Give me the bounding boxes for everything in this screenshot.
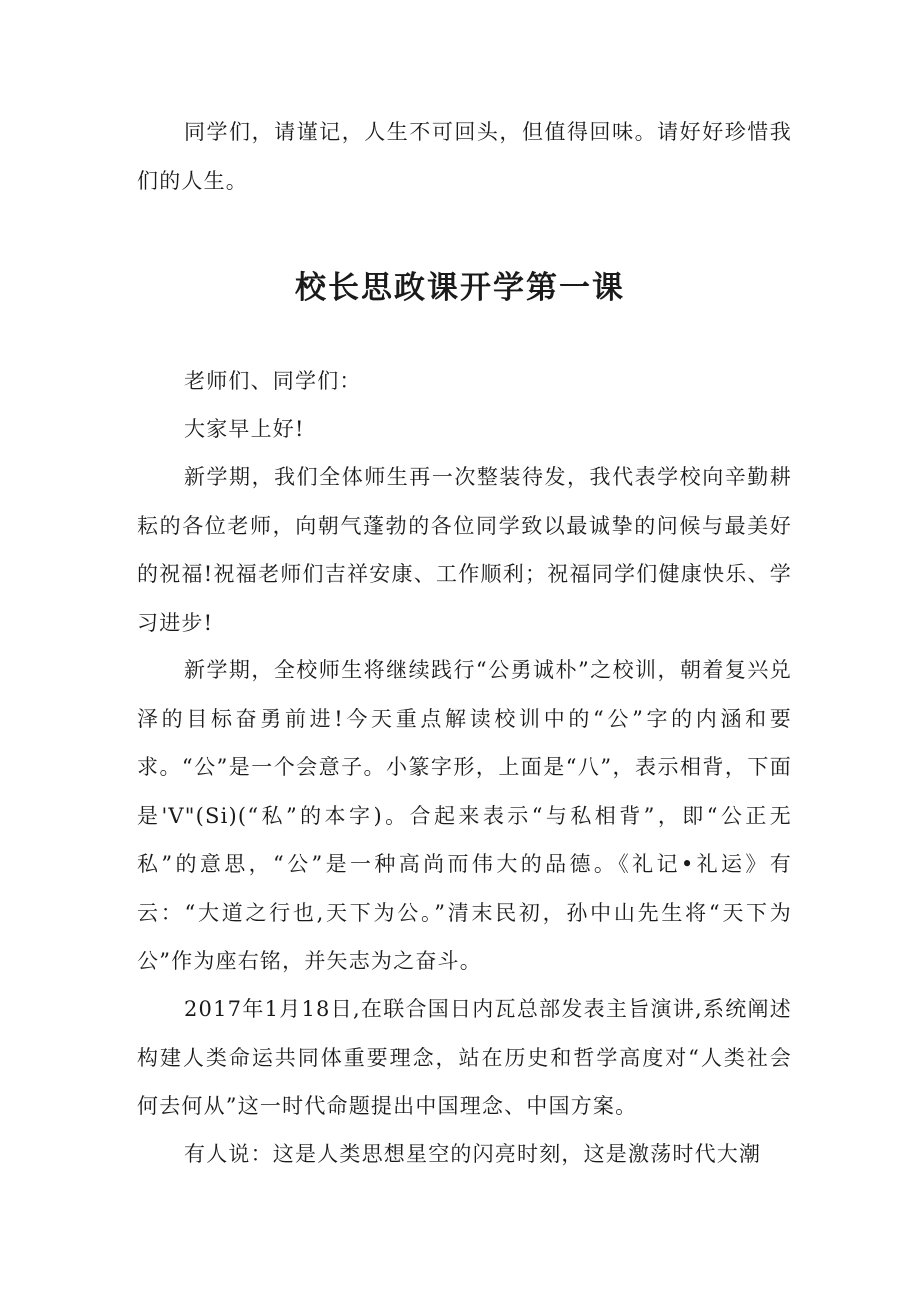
greeting: 大家早上好! — [184, 417, 305, 441]
intro-paragraph: 同学们，请谨记，人生不可回头，但值得回味。请好好珍惜我们的人生。 — [137, 120, 792, 193]
page-title: 校长思政课开学第一课 — [295, 270, 625, 306]
body-paragraph-4: 有人说：这是人类思想星空的闪亮时刻，这是激荡时代大潮 — [184, 1142, 762, 1166]
salutation: 老师们、同学们： — [184, 369, 362, 393]
body-paragraph-2: 新学期，全校师生将继续践行“公勇诚朴”之校训，朝着复兴兑泽的目标奋勇前进!今天重点解读校训中的“公”字的内涵和要求。“公”是一个会意子。小篆字形，上面是“八”，表示相背，下面是'V"(Si)(“私”的本字)。合起来表示“与私相背”，即“公正无私”的意思，“公”是一种高尚而伟大的品德。《礼记•礼运》有云：“大道之行也,天下为公。”清末民初，孙中山先生将“天下为公”作为座右铭，并矢志为之奋斗。 — [137, 658, 792, 973]
body-paragraph-3: 2017年1月18日,在联合国日内瓦总部发表主旨演讲,系统阐述构建人类命运共同体重要理念，站在历史和哲学高度对“人类社会何去何从”这一时代命题提出中国理念、中国方案。 — [137, 997, 792, 1118]
body-paragraph-1: 新学期，我们全体师生再一次整装待发，我代表学校向辛勤耕耘的各位老师，向朝气蓬勃的各位同学致以最诚挚的问候与最美好的祝福!祝福老师们吉祥安康、工作顺利；祝福同学们健康快乐、学习进步! — [137, 465, 792, 635]
